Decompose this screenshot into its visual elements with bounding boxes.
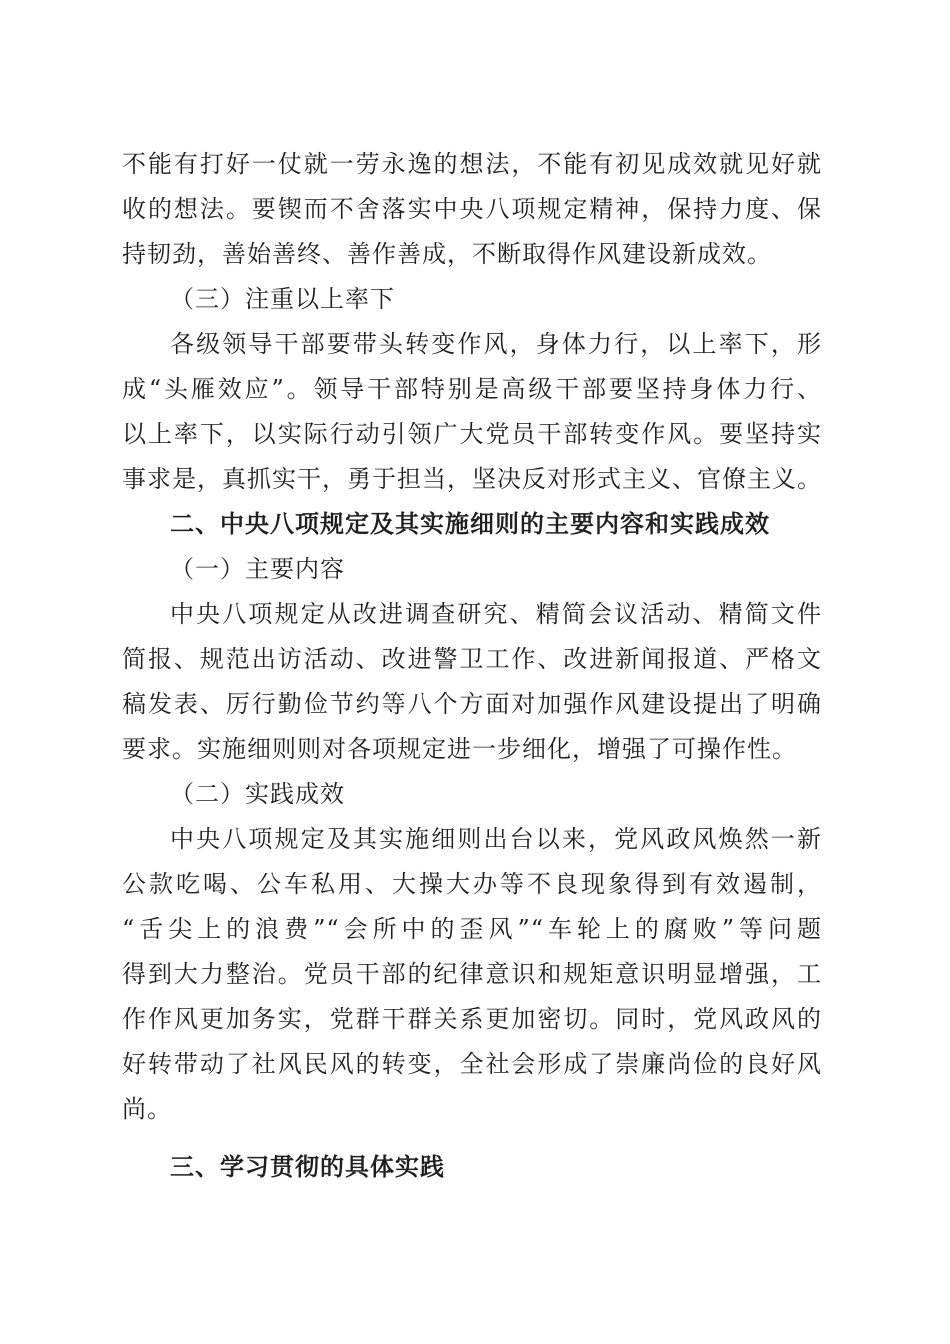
paragraph-line: 中央八项规定从改进调查研究、精简会议活动、精简文件 — [170, 600, 822, 628]
section-heading-three: 三、学习贯彻的具体实践 — [170, 1153, 445, 1181]
subheading-three: （三）注重以上率下 — [170, 285, 395, 313]
paragraph-line: 得到大力整治。党员干部的纪律意识和规矩意识明显增强，工 — [122, 960, 822, 988]
paragraph-line: “舌尖上的浪费”“会所中的歪风”“车轮上的腐败”等问题 — [122, 915, 822, 943]
paragraph-line: 收的想法。要锲而不舍落实中央八项规定精神，保持力度、保 — [122, 195, 822, 223]
paragraph-line: 要求。实施细则则对各项规定进一步细化，增强了可操作性。 — [122, 735, 797, 763]
paragraph-line: 尚。 — [122, 1095, 172, 1123]
paragraph-line: 作作风更加务实，党群干群关系更加密切。同时，党风政风的 — [122, 1005, 822, 1033]
paragraph-line: 成“头雁效应”。领导干部特别是高级干部要坚持身体力行、 — [122, 375, 822, 403]
paragraph-line: 以上率下，以实际行动引领广大党员干部转变作风。要坚持实 — [122, 420, 822, 448]
paragraph-line: 好转带动了社风民风的转变，全社会形成了崇廉尚俭的良好风 — [122, 1050, 822, 1078]
document-body — [122, 142, 822, 1190]
section-heading-two: 二、中央八项规定及其实施细则的主要内容和实践成效 — [170, 510, 770, 538]
paragraph-line: 公款吃喝、公车私用、大操大办等不良现象得到有效遏制， — [122, 870, 822, 898]
paragraph-line: 持韧劲，善始善终、善作善成，不断取得作风建设新成效。 — [122, 240, 772, 268]
subheading-main-content: （一）主要内容 — [170, 555, 345, 583]
subheading-practice-results: （二）实践成效 — [170, 780, 345, 808]
spacer — [122, 1132, 822, 1145]
paragraph-line: 稿发表、厉行勤俭节约等八个方面对加强作风建设提出了明确 — [122, 690, 822, 718]
paragraph-line: 中央八项规定及其实施细则出台以来，党风政风焕然一新 — [170, 825, 822, 853]
paragraph-line: 各级领导干部要带头转变作风，身体力行，以上率下，形 — [170, 330, 822, 358]
paragraph-line: 简报、规范出访活动、改进警卫工作、改进新闻报道、严格文 — [122, 645, 822, 673]
paragraph-line: 不能有打好一仗就一劳永逸的想法，不能有初见成效就见好就 — [122, 150, 822, 178]
paragraph-line: 事求是，真抓实干，勇于担当，坚决反对形式主义、官僚主义。 — [122, 465, 822, 493]
